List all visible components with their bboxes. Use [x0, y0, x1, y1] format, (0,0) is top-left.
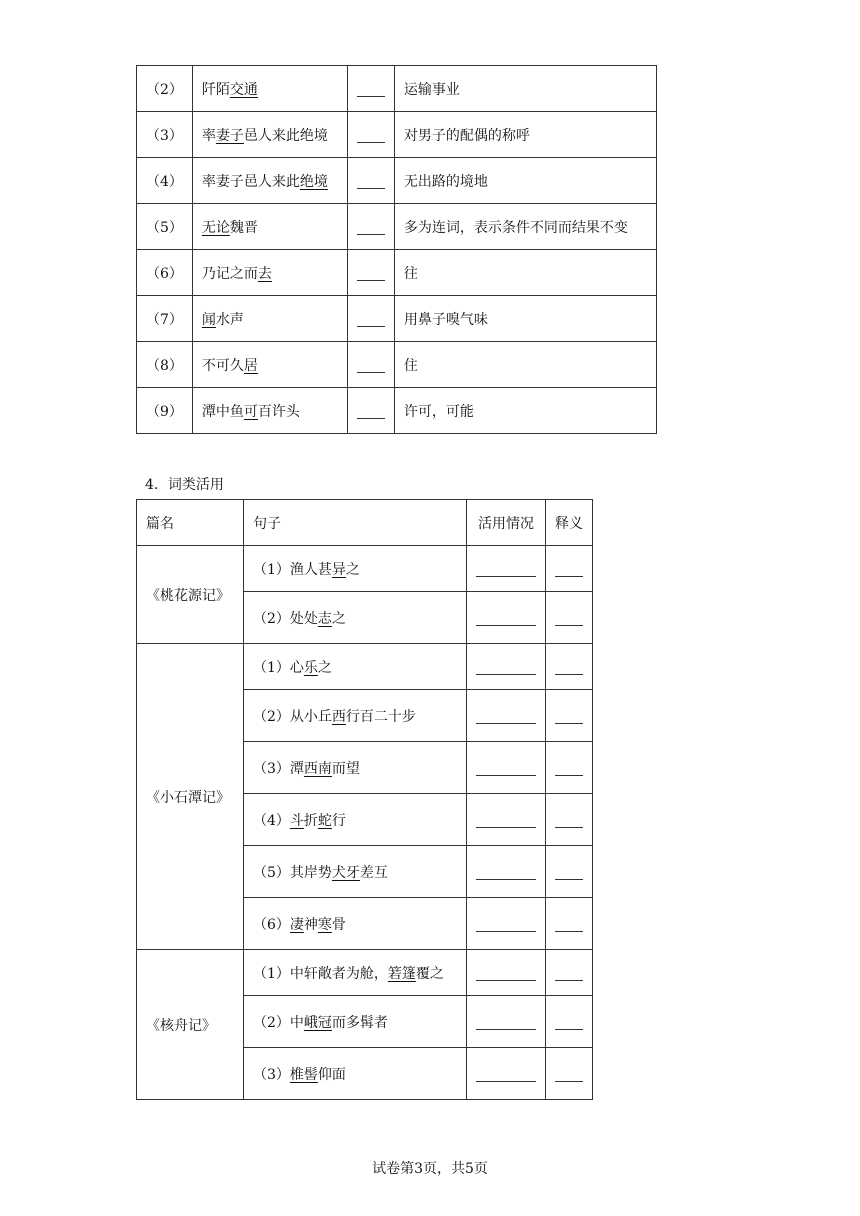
phrase-text: 邑人来此绝境 [243, 127, 328, 144]
phrase-cell [192, 388, 347, 434]
answer-blank[interactable] [476, 879, 536, 880]
sentence-number: （2） [253, 1014, 290, 1031]
meaning-cell [394, 112, 656, 158]
sentence-number: （2） [253, 708, 290, 725]
header-sentence: 句子 [244, 500, 467, 546]
phrase-text: 潭中鱼 [201, 403, 244, 420]
answer-cell [347, 296, 394, 342]
text-title: 《桃花源记》 [146, 587, 230, 604]
meaning-text: 运输事业 [403, 81, 460, 98]
row-number: （4） [146, 173, 183, 190]
usage-answer-cell [467, 742, 546, 794]
meaning-cell [394, 296, 656, 342]
sentence-text: 差互 [359, 864, 388, 881]
answer-blank[interactable] [476, 775, 536, 776]
answer-blank[interactable] [476, 625, 536, 626]
phrase-text: 乃记之而 [201, 265, 258, 282]
meaning-text: 多为连词，表示条件不同而结果不变 [403, 219, 628, 236]
row-number-cell [137, 296, 193, 342]
underlined-word: 乐 [303, 659, 318, 676]
answer-blank[interactable] [555, 879, 583, 880]
underlined-word: 西南 [303, 760, 332, 777]
sentence-text: 神 [303, 916, 318, 933]
answer-blank[interactable] [357, 188, 385, 189]
answer-blank[interactable] [357, 142, 385, 143]
meaning-cell [394, 204, 656, 250]
underlined-word: 箬篷 [387, 965, 416, 982]
sentence-cell [244, 546, 467, 592]
row-number-cell [137, 388, 193, 434]
sentence-cell [244, 898, 467, 950]
meaning-text: 往 [403, 265, 418, 282]
phrase-text: 率妻子邑人来此 [201, 173, 300, 190]
sentence-cell [244, 1048, 467, 1100]
answer-blank[interactable] [476, 1081, 536, 1082]
usage-answer-cell [467, 592, 546, 644]
word-usage-table [136, 499, 593, 1100]
answer-cell [347, 388, 394, 434]
usage-answer-cell [467, 546, 546, 592]
answer-cell [347, 112, 394, 158]
table-row [137, 388, 657, 434]
phrase-cell [192, 250, 347, 296]
row-number: （6） [146, 265, 183, 282]
sentence-text: 而多髯者 [331, 1014, 388, 1031]
sentence-text: 从小丘 [289, 708, 332, 725]
answer-blank[interactable] [476, 980, 536, 981]
sentence-number: （1） [253, 561, 290, 578]
phrase-cell [192, 66, 347, 112]
underlined-word: 居 [243, 357, 258, 374]
usage-answer-cell [467, 996, 546, 1048]
sentence-cell [244, 592, 467, 644]
underlined-word: 西 [331, 708, 346, 725]
phrase-cell [192, 296, 347, 342]
answer-blank[interactable] [357, 280, 385, 281]
header-usage: 活用情况 [467, 500, 546, 546]
table-row [137, 112, 657, 158]
sentence-text: 之 [317, 659, 332, 676]
vocabulary-table [136, 65, 657, 434]
underlined-word: 去 [257, 265, 272, 282]
answer-cell [347, 158, 394, 204]
meaning-answer-cell [546, 742, 593, 794]
meaning-text: 许可，可能 [403, 403, 474, 420]
sentence-cell [244, 846, 467, 898]
row-number: （5） [146, 219, 183, 236]
answer-blank[interactable] [555, 674, 583, 675]
row-number-cell [137, 204, 193, 250]
underlined-word: 可 [243, 403, 258, 420]
table-row [137, 342, 657, 388]
meaning-answer-cell [546, 898, 593, 950]
row-number: （2） [146, 81, 183, 98]
usage-row [137, 546, 593, 592]
underlined-word: 斗 [289, 812, 304, 829]
meaning-answer-cell [546, 644, 593, 690]
answer-blank[interactable] [476, 931, 536, 932]
underlined-word: 交通 [229, 81, 258, 98]
meaning-cell [394, 342, 656, 388]
meaning-text: 住 [403, 357, 418, 374]
sentence-text: 折 [303, 812, 318, 829]
answer-blank[interactable] [476, 674, 536, 675]
sentence-text: 渔人甚 [289, 561, 332, 578]
phrase-text: 百许头 [257, 403, 300, 420]
row-number: （3） [146, 127, 183, 144]
underlined-word: 犬牙 [331, 864, 360, 881]
section-title: 4．词类活用 [145, 477, 224, 493]
phrase-cell [192, 204, 347, 250]
meaning-cell [394, 388, 656, 434]
usage-row [137, 950, 593, 996]
meaning-answer-cell [546, 996, 593, 1048]
phrase-text: 水声 [215, 311, 244, 328]
sentence-cell [244, 742, 467, 794]
underlined-word: 闻 [201, 311, 216, 328]
underlined-word: 绝境 [299, 173, 328, 190]
sentence-text: 之 [345, 561, 360, 578]
sentence-text: 心 [289, 659, 304, 676]
sentence-cell [244, 690, 467, 742]
sentence-cell [244, 644, 467, 690]
answer-blank[interactable] [555, 1081, 583, 1082]
meaning-cell [394, 66, 656, 112]
underlined-word: 椎髻 [289, 1066, 318, 1083]
row-number-cell [137, 66, 193, 112]
row-number-cell [137, 112, 193, 158]
sentence-number: （1） [253, 965, 290, 982]
usage-row [137, 644, 593, 690]
sentence-number: （2） [253, 610, 290, 627]
sentence-text: 骨 [331, 916, 346, 933]
sentence-text: 行百二十步 [345, 708, 416, 725]
usage-answer-cell [467, 690, 546, 742]
usage-answer-cell [467, 846, 546, 898]
sentence-text: 中轩敞者为舱， [289, 965, 388, 982]
underlined-word: 异 [331, 561, 346, 578]
usage-answer-cell [467, 644, 546, 690]
underlined-word: 峨冠 [303, 1014, 332, 1031]
word-usage-table-body [137, 500, 593, 1100]
answer-cell [347, 342, 394, 388]
answer-blank[interactable] [555, 775, 583, 776]
usage-answer-cell [467, 794, 546, 846]
row-number-cell [137, 342, 193, 388]
sentence-text: 而望 [331, 760, 360, 777]
meaning-answer-cell [546, 794, 593, 846]
sentence-text: 仰面 [317, 1066, 346, 1083]
underlined-word: 凄 [289, 916, 304, 933]
row-number: （9） [146, 403, 183, 420]
text-title: 《小石潭记》 [146, 789, 230, 806]
table-row [137, 204, 657, 250]
answer-blank[interactable] [555, 625, 583, 626]
answer-blank[interactable] [555, 576, 583, 577]
answer-blank[interactable] [357, 372, 385, 373]
phrase-text: 阡陌 [201, 81, 230, 98]
underlined-word: 蛇 [317, 812, 332, 829]
meaning-cell [394, 250, 656, 296]
page-footer: 试卷第3页，共5页 [372, 1161, 488, 1177]
meaning-cell [394, 158, 656, 204]
answer-blank[interactable] [555, 931, 583, 932]
text-title-cell [137, 644, 244, 950]
meaning-answer-cell [546, 1048, 593, 1100]
answer-blank[interactable] [357, 326, 385, 327]
meaning-answer-cell [546, 546, 593, 592]
answer-cell [347, 250, 394, 296]
header-title: 篇名 [137, 500, 244, 546]
header-meaning: 释义 [546, 500, 593, 546]
phrase-text: 不可久 [201, 357, 244, 374]
meaning-answer-cell [546, 690, 593, 742]
sentence-text: 潭 [289, 760, 304, 777]
usage-answer-cell [467, 1048, 546, 1100]
row-number: （7） [146, 311, 183, 328]
underlined-word: 志 [317, 610, 332, 627]
underlined-word: 妻子 [215, 127, 244, 144]
phrase-text: 率 [201, 127, 216, 144]
phrase-cell [192, 158, 347, 204]
usage-answer-cell [467, 950, 546, 996]
sentence-text: 其岸势 [289, 864, 332, 881]
underlined-word: 无论 [201, 219, 230, 236]
meaning-answer-cell [546, 592, 593, 644]
table-row [137, 296, 657, 342]
usage-answer-cell [467, 898, 546, 950]
vocabulary-table-body [137, 66, 657, 434]
sentence-number: （3） [253, 760, 290, 777]
answer-blank[interactable] [555, 827, 583, 828]
phrase-text: 魏晋 [229, 219, 258, 236]
phrase-cell [192, 342, 347, 388]
answer-blank[interactable] [357, 418, 385, 419]
answer-blank[interactable] [555, 980, 583, 981]
row-number-cell [137, 250, 193, 296]
text-title-cell [137, 950, 244, 1100]
meaning-text: 用鼻子嗅气味 [403, 311, 488, 328]
phrase-cell [192, 112, 347, 158]
sentence-number: （3） [253, 1066, 290, 1083]
answer-cell [347, 66, 394, 112]
answer-blank[interactable] [555, 723, 583, 724]
table-row [137, 66, 657, 112]
sentence-text: 覆之 [415, 965, 444, 982]
sentence-text: 之 [331, 610, 346, 627]
sentence-number: （1） [253, 659, 290, 676]
sentence-cell [244, 996, 467, 1048]
answer-blank[interactable] [476, 1029, 536, 1030]
text-title: 《核舟记》 [146, 1017, 216, 1034]
sentence-number: （5） [253, 864, 290, 881]
sentence-number: （4） [253, 812, 290, 829]
sentence-text: 行 [331, 812, 346, 829]
row-number-cell [137, 158, 193, 204]
sentence-cell [244, 950, 467, 996]
table-row [137, 158, 657, 204]
sentence-cell [244, 794, 467, 846]
sentence-text: 处处 [289, 610, 318, 627]
answer-blank[interactable] [555, 1029, 583, 1030]
underlined-word: 寒 [317, 916, 332, 933]
row-number: （8） [146, 357, 183, 374]
answer-blank[interactable] [476, 576, 536, 577]
sentence-number: （6） [253, 916, 290, 933]
answer-blank[interactable] [476, 723, 536, 724]
sentence-text: 中 [289, 1014, 304, 1031]
meaning-text: 无出路的境地 [403, 173, 488, 190]
table-row [137, 250, 657, 296]
text-title-cell [137, 546, 244, 644]
answer-blank[interactable] [357, 96, 385, 97]
answer-cell [347, 204, 394, 250]
meaning-text: 对男子的配偶的称呼 [403, 127, 530, 144]
meaning-answer-cell [546, 846, 593, 898]
answer-blank[interactable] [476, 827, 536, 828]
answer-blank[interactable] [357, 234, 385, 235]
header-row [137, 500, 593, 546]
meaning-answer-cell [546, 950, 593, 996]
